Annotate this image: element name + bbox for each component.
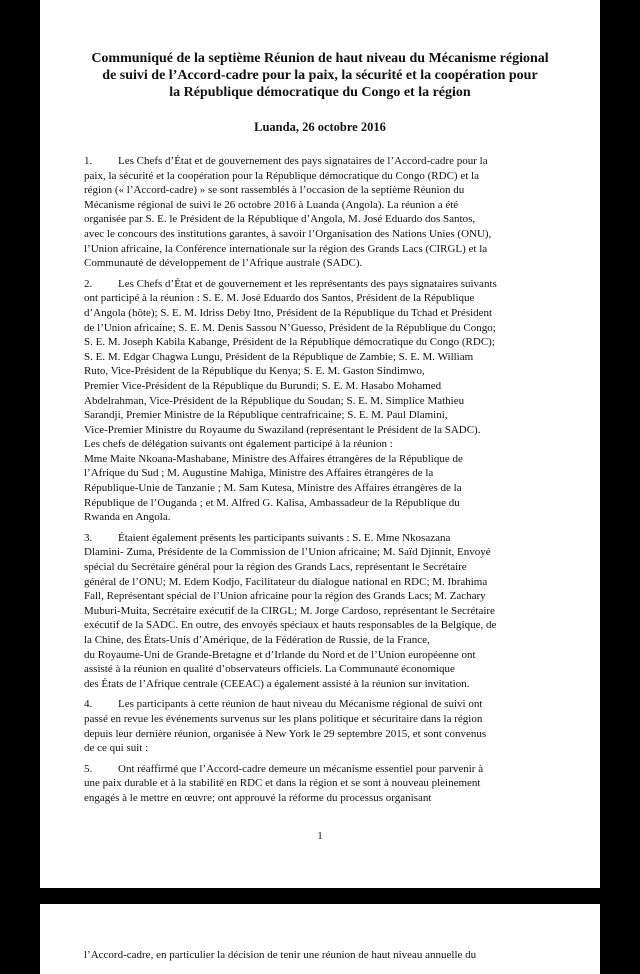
paragraph-line: République-Unie de Tanzanie ; M. Sam Kutesa, Ministre des Affaires étrangères de la <box>84 482 462 495</box>
paragraph <box>84 277 558 525</box>
paragraph-line: Premier Vice-Président de la République du Burundi; S. E. M. Hasabo Mohamed <box>84 379 442 392</box>
paragraph-line: ont participé à la réunion : S. E. M. José Eduardo dos Santos, Président de la République <box>84 292 475 305</box>
paragraph-line: Étaient également présents les participants suivants : S. E. Mme Nkosazana <box>118 531 451 544</box>
paragraph-line: l’Afrique du Sud ; M. Augustine Mahiga, Ministre des Affaires étrangères de la <box>84 467 434 480</box>
paragraph <box>84 531 558 692</box>
title-line: de suivi de l’Accord-cadre pour la paix, la sécurité et la coopération pour <box>102 68 538 83</box>
paragraph <box>84 762 558 806</box>
paragraph-line: passé en revue les événements survenus sur les plans politique et sécuritaire dans la région <box>84 712 483 725</box>
paragraph-line: exécutif de la SADC. En outre, des envoyés spéciaux et hauts responsables de la Belgique, de <box>84 619 497 632</box>
paragraph-number: 4. <box>84 698 93 711</box>
paragraph-line: Abdelrahman, Vice-Président de la République du Soudan; S. E. M. Simplice Mathieu <box>84 394 465 407</box>
paragraph-line: des États de l’Afrique centrale (CEEAC) a également assisté à la réunion sur invitation. <box>84 677 470 690</box>
paragraph-line: Ont réaffirmé que l’Accord-cadre demeure un mécanisme essentiel pour parvenir à <box>118 762 484 775</box>
title-line: la République démocratique du Congo et la région <box>169 85 471 100</box>
paragraph-line: région (« l’Accord-cadre) » se sont rassemblés à l’occasion de la septième Réunion du <box>84 184 465 197</box>
paragraph-line: avec le concours des institutions garantes, à savoir l’Organisation des Nations Unies (ONU), <box>84 227 492 240</box>
paragraph-line: une paix durable et à la stabilité en RDC et dans la région et se sont à nouveau pleinement <box>84 777 481 790</box>
paragraph-line: Mécanisme régional de suivi le 26 octobre 2016 à Luanda (Angola). La réunion a été <box>84 198 459 211</box>
document-body <box>84 154 558 812</box>
paragraph-line: S. E. M. Joseph Kabila Kabange, Président de la République démocratique du Congo (RDC); <box>84 336 495 349</box>
page-number: 1 <box>317 830 323 842</box>
paragraph-line: Dlamini- Zuma, Présidente de la Commission de l’Union africaine; M. Saïd Djinnit, Envoyé <box>84 546 491 559</box>
paragraph-line: spécial du Secrétaire général pour la région des Grands Lacs, représentant le Secrétaire <box>84 561 467 574</box>
document-page-1 <box>40 0 600 888</box>
paragraph-line: la Chine, des États-Unis d’Amérique, de la Fédération de Russie, de la France, <box>84 634 430 646</box>
paragraph-line: Les participants à cette réunion de haut niveau du Mécanisme régional de suivi ont <box>118 698 483 711</box>
paragraph-line: Muburi-Muita, Secrétaire exécutif de la CIRGL; M. Jorge Cardoso, représentant le Secrétaire <box>84 604 495 617</box>
paragraph-line: S. E. M. Edgar Chagwa Lungu, Président de la République de Zambie; S. E. M. William <box>84 350 474 363</box>
paragraph-number: 3. <box>84 531 93 544</box>
paragraph-line: d’Angola (hôte); S. E. M. Idriss Deby Itno, Président de la République du Tchad et Président <box>84 306 493 319</box>
paragraph-line: Rwanda en Angola. <box>84 511 171 524</box>
paragraph-line: Vice-Premier Ministre du Royaume du Swaziland (représentant le Président de la SADC). <box>84 423 481 436</box>
paragraph <box>84 697 558 755</box>
paragraph-line: Mme Maite Nkoana-Mashabane, Ministre des Affaires étrangères de la République de <box>84 452 463 465</box>
paragraph-number: 1. <box>84 155 93 167</box>
paragraph-line: Ruto, Vice-Président de la République du Kenya; S. E. M. Gaston Sindimwo, <box>84 365 425 378</box>
paragraph-line: Les Chefs d’État et de gouvernement et les représentants des pays signataires suivants <box>118 277 497 290</box>
next-page-text: l’Accord-cadre, en particulier la décision de tenir une réunion de haut niveau annuelle du <box>84 949 477 961</box>
paragraph-line: Sarandji, Premier Ministre de la République centrafricaine; S. E. M. Paul Dlamini, <box>84 409 448 422</box>
paragraph-line: engagés à le mettre en œuvre; ont approuvé la réforme du processus organisant <box>84 791 432 804</box>
paragraph-line: de l’Union africaine; S. E. M. Denis Sassou N’Guesso, Président de la République du Congo; <box>84 321 496 334</box>
paragraph-line: l’Union africaine, la Conférence internationale sur la région des Grands Lacs (CIRGL) et la <box>84 242 488 255</box>
title-line: Communiqué de la septième Réunion de haut niveau du Mécanisme régional <box>91 51 549 66</box>
paragraph-line: organisée par S. E. le Président de la République d’Angola, M. José Eduardo dos Santos, <box>84 213 476 226</box>
document-date: Luanda, 26 octobre 2016 <box>254 120 386 134</box>
paragraph <box>84 154 558 271</box>
paragraph-line: du Royaume-Uni de Grande-Bretagne et d’Irlande du Nord et de l’Union européenne ont <box>84 648 476 661</box>
paragraph-number: 5. <box>84 762 93 775</box>
paragraph-line: Les Chefs d’État et de gouvernement des pays signataires de l’Accord-cadre pour la <box>118 155 488 167</box>
paragraph-line: depuis leur dernière réunion, organisée à New York le 29 septembre 2015, et sont convenus <box>84 727 487 740</box>
paragraph-number: 2. <box>84 277 93 290</box>
paragraph-line: République de l’Ouganda ; et M. Alfred G. Kalisa, Ambassadeur de la République du <box>84 496 460 509</box>
paragraph-line: général de l’ONU; M. Edem Kodjo, Facilitateur du dialogue national en RDC; M. Ibrahima <box>84 575 488 588</box>
paragraph-line: de ce qui suit : <box>84 742 149 755</box>
document-page-2 <box>40 904 600 974</box>
paragraph-line: Communauté de développement de l’Afrique australe (SADC). <box>84 257 363 270</box>
document-title <box>40 50 600 101</box>
paragraph-line: paix, la sécurité et la coopération pour la République démocratique du Congo (RDC) et la <box>84 169 479 182</box>
paragraph-line: assisté à la réunion en qualité d’observateurs officiels. La Communauté économique <box>84 663 455 676</box>
paragraph-line: Les chefs de délégation suivants ont également participé à la réunion : <box>84 438 393 451</box>
paragraph-line: Fall, Représentant spécial de l’Union africaine pour la région des Grands Lacs; M. Zachary <box>84 590 486 603</box>
